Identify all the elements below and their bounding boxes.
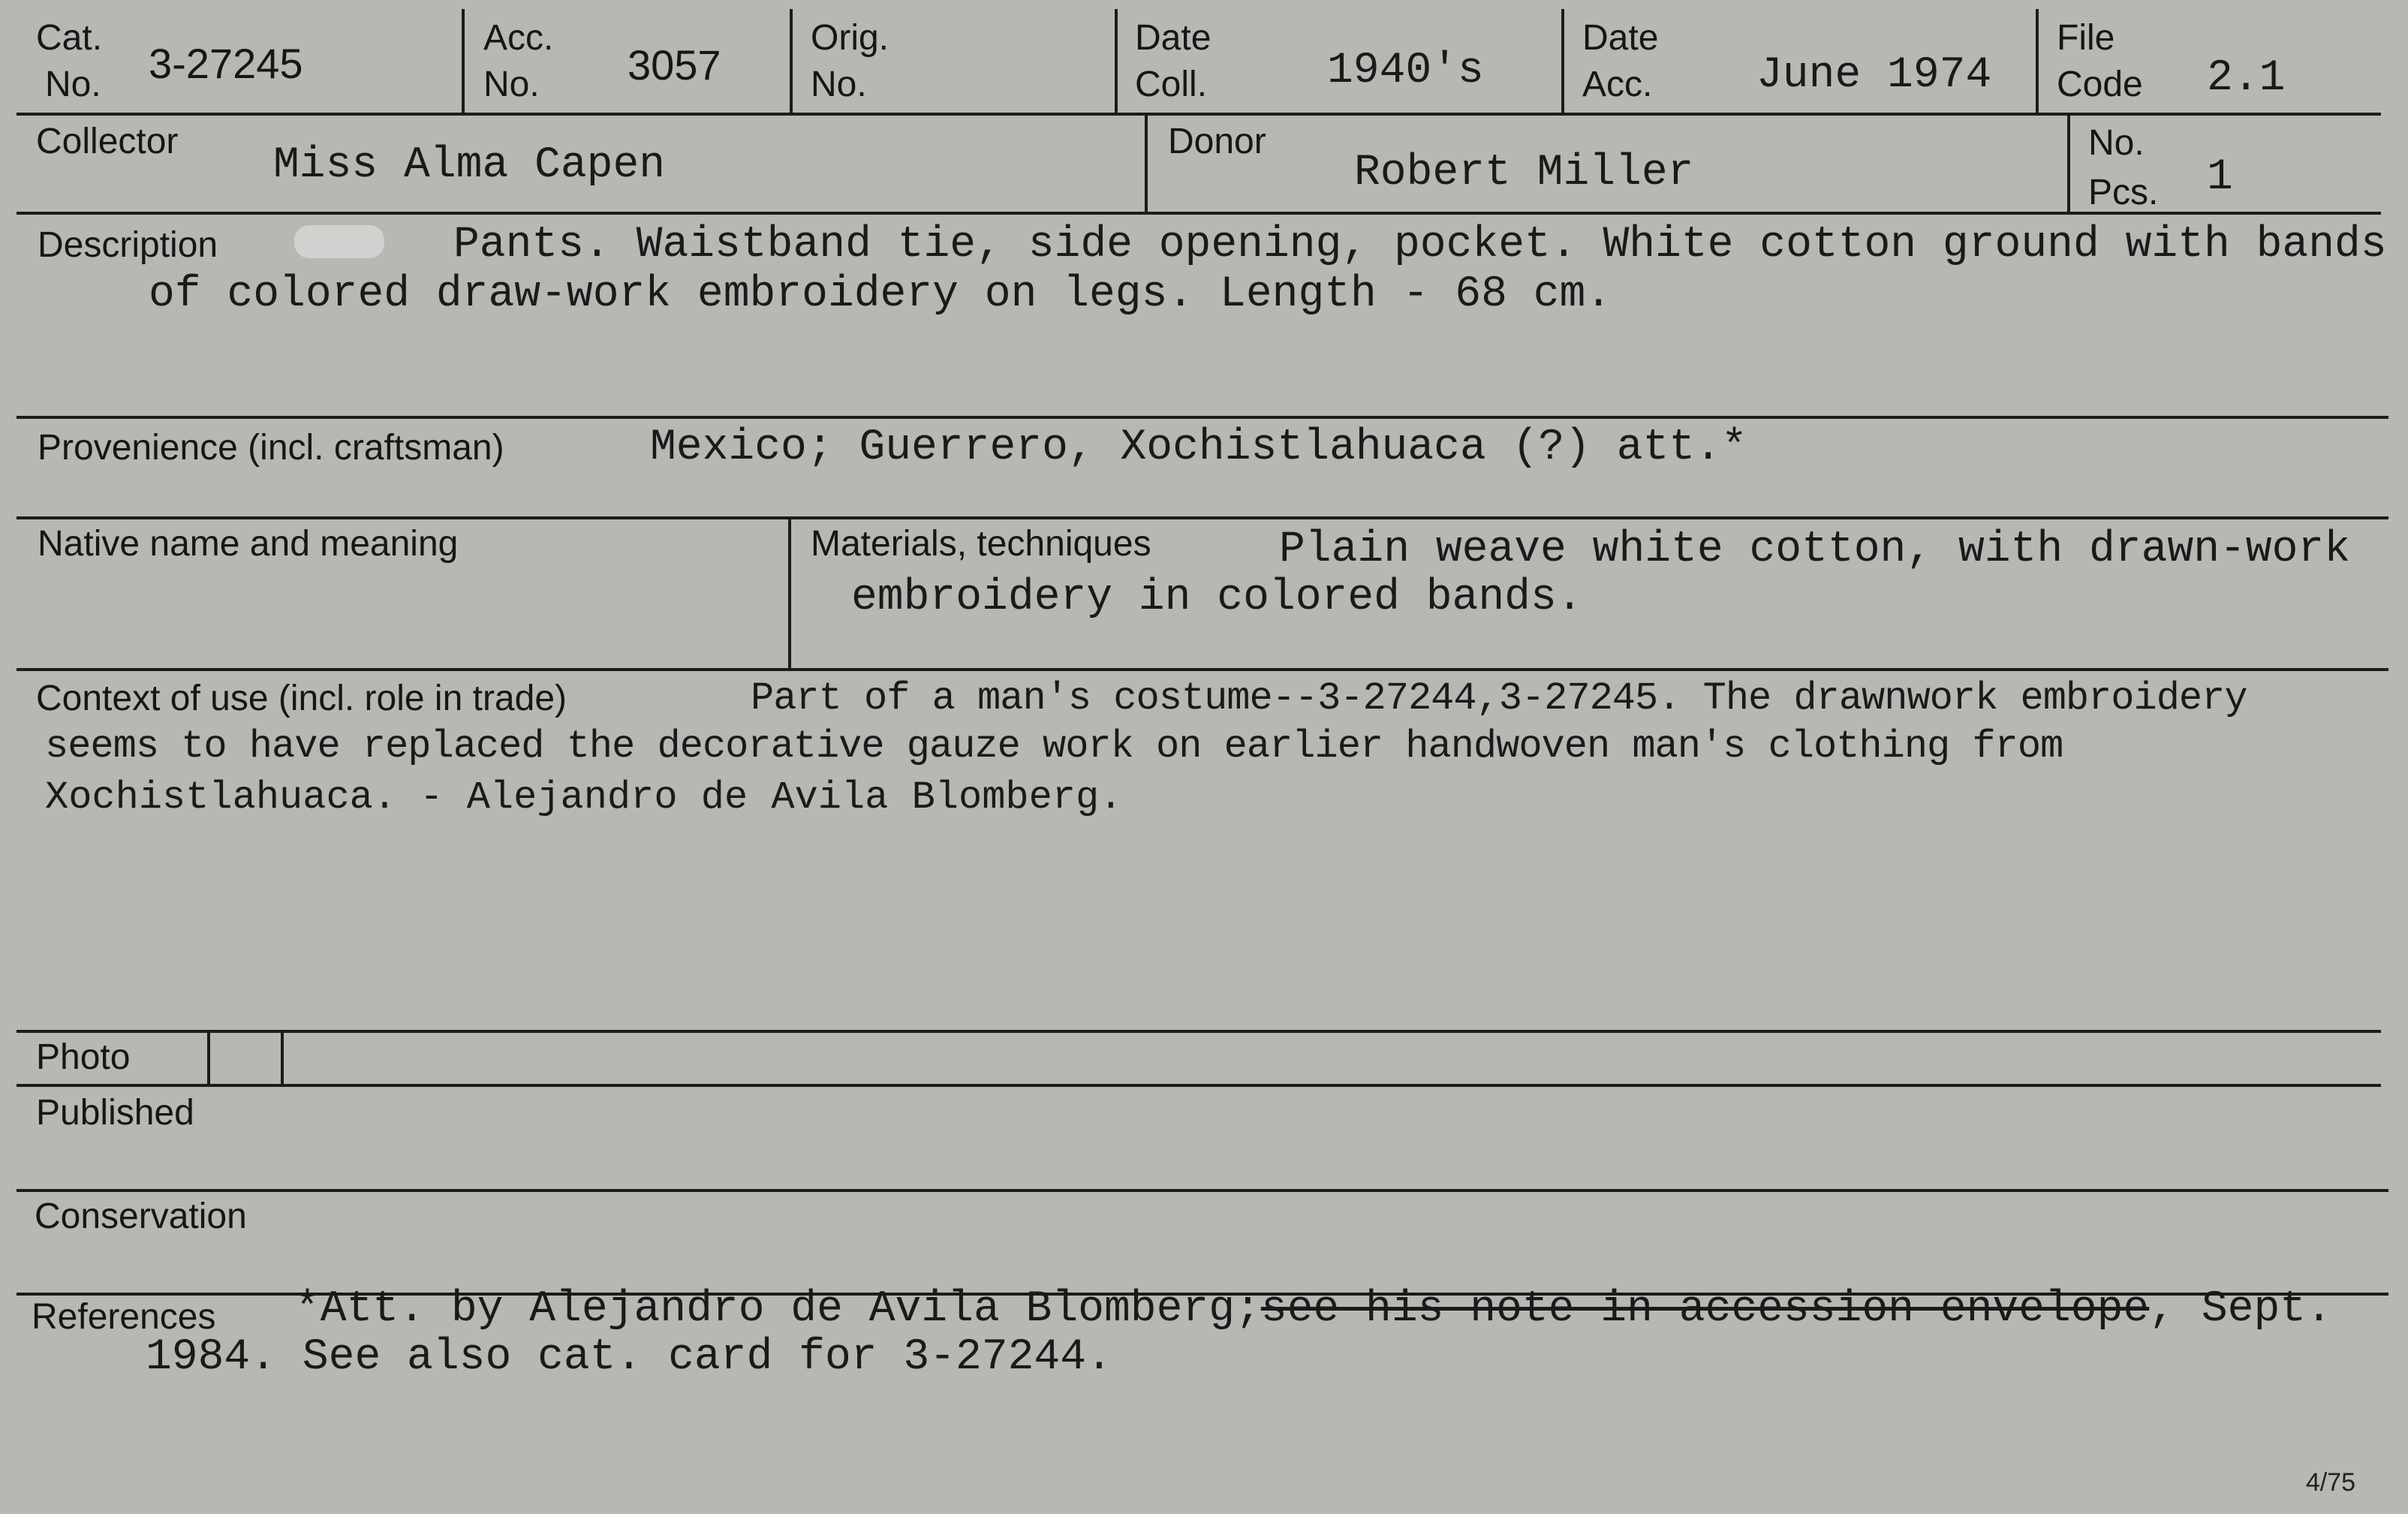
references-label: References: [32, 1297, 216, 1337]
date-acc-label-2: Acc.: [1582, 65, 1653, 104]
context-line-2: seems to have replaced the decorative gauze work on earlier handwoven man's clothing from: [45, 724, 2063, 769]
cat-no-label-1: Cat.: [36, 18, 103, 58]
date-coll-label-2: Coll.: [1135, 65, 1208, 104]
materials-label: Materials, techniques: [811, 524, 1151, 564]
context-line-1: Part of a man's costume--3-27244,3-27245. The drawnwork embroidery: [751, 676, 2247, 721]
rule-materials-bottom: [17, 668, 2388, 671]
collector-label: Collector: [36, 122, 179, 161]
references-line-2: 1984. See also cat. card for 3-27244.: [146, 1333, 1112, 1382]
acc-no-label-1: Acc.: [483, 18, 554, 58]
rule-v-orig-datecoll: [1115, 9, 1118, 113]
rule-v-dateacc-file: [2036, 9, 2039, 116]
orig-no-label-2: No.: [811, 65, 867, 104]
conservation-label: Conservation: [35, 1196, 247, 1236]
donor-value: Robert Miller: [1354, 149, 1694, 197]
no-pcs-value: 1: [2207, 153, 2233, 202]
description-line-1: Pants. Waistband tie, side opening, pocket. White cotton ground with bands: [453, 221, 2387, 269]
references-line-1: [294, 1285, 2332, 1335]
orig-no-label-1: Orig.: [811, 18, 889, 58]
description-line-2: of colored draw-work embroidery on legs. Length - 68 cm.: [149, 270, 1612, 319]
rule-v-collector-donor: [1145, 113, 1148, 212]
rule-description-bottom: [17, 416, 2388, 419]
rule-published-bottom: [17, 1189, 2388, 1192]
date-coll-value: 1940's: [1327, 47, 1484, 95]
references-struck-text: see his note in accession envelope: [1260, 1285, 2150, 1334]
rule-v-photo-box2: [281, 1031, 284, 1084]
rule-v-acc-orig: [790, 9, 793, 113]
provenience-value: Mexico; Guerrero, Xochistlahuaca (?) att.*: [650, 423, 1747, 472]
file-code-label-2: Code: [2057, 65, 2143, 104]
cat-no-label-2: No.: [45, 65, 101, 104]
rule-provenience-bottom: [17, 516, 2388, 519]
no-pcs-label-2: Pcs.: [2088, 173, 2159, 212]
form-number: 4/75: [2305, 1468, 2355, 1497]
materials-line-1: Plain weave white cotton, with drawn-work: [1279, 525, 2351, 574]
rule-v-datecoll-dateacc: [1561, 9, 1564, 113]
no-pcs-label-1: No.: [2088, 123, 2145, 163]
acc-no-value: 3057: [628, 41, 721, 89]
rule-row2-bottom: [17, 212, 2381, 215]
rule-v-native-materials: [788, 516, 791, 668]
context-line-3: Xochistlahuaca. - Alejandro de Avila Blomberg.: [45, 775, 1123, 820]
materials-line-2: embroidery in colored bands.: [851, 573, 1583, 622]
description-label: Description: [38, 225, 218, 265]
date-acc-value: June 1974: [1756, 51, 1992, 100]
rule-v-cat-acc: [462, 9, 465, 113]
file-code-label-1: File: [2057, 18, 2115, 58]
rule-header-bottom: [17, 113, 2381, 116]
native-name-label: Native name and meaning: [38, 524, 459, 564]
date-acc-label-1: Date: [1582, 18, 1659, 58]
rule-v-donor-pcs: [2067, 113, 2070, 212]
references-text-b: , Sept.: [2149, 1285, 2332, 1334]
rule-context-bottom: [17, 1030, 2381, 1033]
cat-no-value: 3-27245: [149, 40, 303, 87]
references-text-a: *Att. by Alejandro de Avila Blomberg;: [294, 1285, 1261, 1334]
date-coll-label-1: Date: [1135, 18, 1212, 58]
provenience-label: Provenience (incl. craftsman): [38, 428, 504, 468]
erased-mark: [294, 225, 384, 258]
rule-photo-bottom: [17, 1084, 2381, 1087]
acc-no-label-2: No.: [483, 65, 540, 104]
rule-v-photo-box1: [207, 1031, 210, 1084]
collector-value: Miss Alma Capen: [273, 141, 666, 190]
file-code-value: 2.1: [2207, 54, 2286, 103]
donor-label: Donor: [1168, 122, 1266, 161]
published-label: Published: [36, 1093, 194, 1133]
photo-label: Photo: [36, 1037, 131, 1077]
context-label: Context of use (incl. role in trade): [36, 679, 567, 718]
